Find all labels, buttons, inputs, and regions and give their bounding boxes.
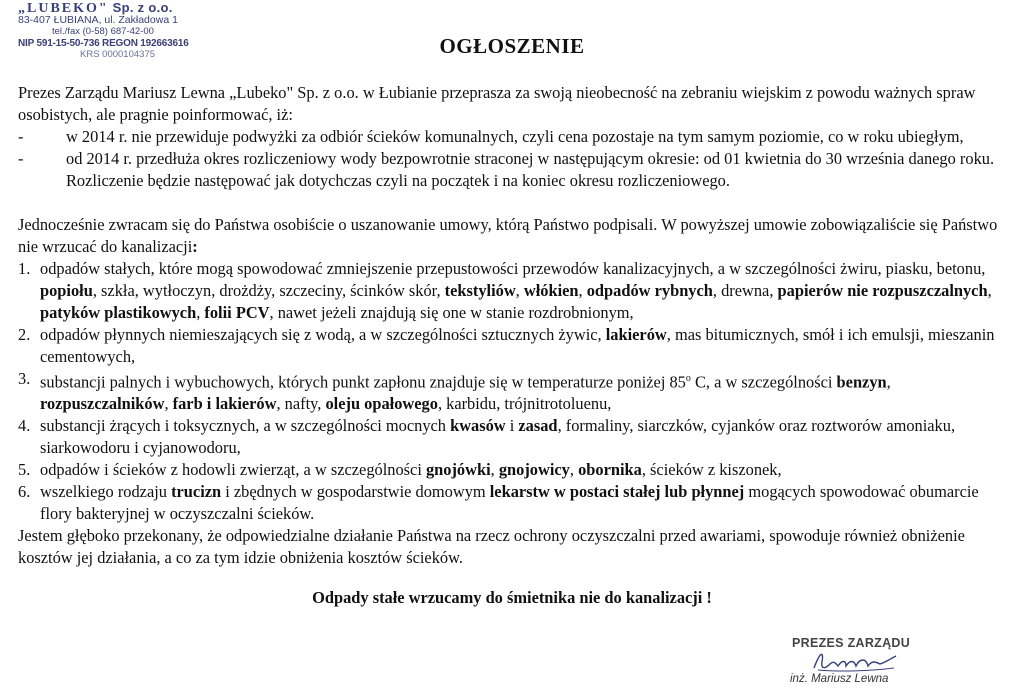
stamp-company-name: „LUBEKO": [18, 1, 109, 16]
item-text: ,: [886, 372, 891, 392]
dash-item-text: w 2014 r. nie przewiduje podwyżki za odbiór ścieków komunalnych, czyli cena pozostaje na tym samym poziomie, co w roku ubiegłym,: [66, 127, 964, 146]
prohibited-item: [18, 459, 1010, 481]
item-text: odpadów i ścieków z hodowli zwierząt, a w szczególności: [40, 460, 426, 480]
item-text: C, a w szczególności: [690, 372, 837, 392]
stamp-company-suffix: Sp. z o.o.: [112, 0, 173, 15]
item-text: , ścieków z kiszonek,: [641, 460, 782, 480]
dash-bullet: -: [18, 127, 24, 146]
emphasized-text: gnojowicy: [498, 460, 570, 480]
item-text: , drewna,: [712, 281, 778, 300]
item-text: odpadów płynnych niemieszających się z wodą, a w szczególności sztucznych żywic,: [40, 325, 606, 344]
item-text: ,: [987, 281, 992, 300]
request-colon: :: [192, 237, 198, 256]
item-text: , nafty,: [276, 394, 326, 414]
item-text: ,: [569, 460, 579, 480]
emphasized-text: oleju opałowego: [325, 394, 438, 414]
emphasized-text: lakierów: [605, 325, 667, 344]
prohibited-item: [18, 415, 1010, 459]
item-text: i zbędnych w gospodarstwie domowym: [221, 482, 490, 502]
emphasized-text: obornika: [578, 460, 642, 480]
stamp-ids: NIP 591-15-50-736 REGON 192663616: [18, 37, 189, 49]
prohibited-item: [18, 368, 1010, 415]
signature-role: PREZES ZARZĄDU: [792, 636, 911, 650]
item-number: 5.: [18, 460, 31, 480]
dash-list: [18, 126, 1010, 192]
item-text: , nawet jeżeli znajdują się one w stanie rozdrobnionym,: [269, 303, 634, 322]
item-number: 1.: [18, 259, 31, 278]
emphasized-text: odpadów rybnych: [586, 281, 713, 300]
stamp-address: 83-407 ŁUBIANA, ul. Zakładowa 1: [18, 13, 178, 26]
emphasized-text: patyków plastikowych: [40, 303, 197, 322]
item-text: ,: [490, 460, 499, 480]
item-text: substancji żrących i toksycznych, a w szczególności mocnych: [40, 416, 451, 436]
request-paragraph: [18, 214, 1010, 258]
prohibited-item: [18, 258, 1010, 324]
emphasized-text: kwasów: [450, 416, 506, 436]
dash-item-text: od 2014 r. przedłuża okres rozliczeniowy wody bezpowrotnie straconej w następującym okresie: od 01 kwietnia do 30 września danego roku. Rozliczenie będzie następować jak dotychczas czyli na początek i na koniec okresu rozliczeniowego.: [66, 149, 995, 190]
item-text: , karbidu, trójnitrotoluenu,: [437, 394, 612, 414]
item-text: ,: [515, 281, 524, 300]
prohibited-item: [18, 481, 1010, 525]
item-text: , szkła, wytłoczyn, drożdży, szczeciny, ścinków skór,: [92, 281, 445, 300]
emphasized-text: farb i lakierów: [172, 394, 277, 414]
emphasized-text: włókien: [523, 281, 579, 300]
emphasized-text: popiołu: [40, 281, 93, 300]
item-text: o: [685, 373, 691, 384]
paragraph-gap: [18, 192, 1010, 214]
emphasized-text: rozpuszczalników: [40, 394, 165, 414]
dash-bullet: -: [18, 149, 24, 168]
dash-list-item: [18, 148, 1010, 192]
item-text: substancji palnych i wybuchowych, których punkt zapłonu znajduje się w temperaturze poniżej 85: [40, 372, 686, 392]
prohibited-item: [18, 324, 1010, 368]
handwritten-signature-icon: [810, 648, 900, 674]
item-number: 2.: [18, 325, 31, 344]
emphasized-text: tekstyliów: [444, 281, 516, 300]
item-text: ,: [164, 394, 173, 414]
prohibited-items-list: [18, 258, 1010, 525]
item-number: 3.: [18, 369, 31, 388]
stamp-company-line: [18, 2, 208, 15]
stamp-phone: tel./fax (0-58) 687-42-00: [52, 26, 154, 37]
closing-statement: Odpady stałe wrzucamy do śmietnika nie do kanalizacji !: [312, 588, 712, 607]
item-text: mogących spowodować obumarcie flory bakteryjnej w oczyszczalni ścieków.: [40, 482, 979, 524]
emphasized-text: folii PCV: [204, 303, 270, 322]
document-title: OGŁOSZENIE: [439, 34, 585, 58]
document-body: [18, 82, 1010, 569]
emphasized-text: benzyn: [836, 372, 887, 392]
item-text: wszelkiego rodzaju: [40, 482, 172, 502]
item-text: , formaliny, siarczków, cyjanków oraz roztworów amoniaku, siarkowodoru i cyjanowodoru,: [40, 416, 956, 458]
dash-list-item: [18, 126, 1010, 148]
emphasized-text: gnojówki: [425, 460, 491, 480]
item-number: 4.: [18, 416, 31, 436]
emphasized-text: trucizn: [171, 482, 222, 502]
item-text: ,: [196, 303, 205, 322]
intro-paragraph: Prezes Zarządu Mariusz Lewna „Lubeko" Sp. z o.o. w Łubianie przeprasza za swoją nieobecność na zebraniu wiejskim z powodu ważnych spraw osobistych, ale pragnie poinformować, iż:: [18, 83, 976, 124]
stamp-krs: KRS 0000104375: [80, 49, 156, 60]
item-number: 6.: [18, 482, 31, 502]
emphasized-text: lekarstw w postaci stałej lub płynnej: [489, 482, 745, 502]
request-text: Jednocześnie zwracam się do Państwa osobiście o uszanowanie umowy, którą Państwo podpisali. W powyższej umowie zobowiązaliście się Państwo nie wrzucać do kanalizacji: [18, 215, 998, 256]
conclusion-paragraph: Jestem głęboko przekonany, że odpowiedzialne działanie Państwa na rzecz ochrony oczyszczalni przed awariami, spowoduje również obniżenie kosztów jej działania, a co za tym idzie obniżenia kosztów ścieków.: [18, 526, 965, 568]
item-text: i: [505, 416, 519, 436]
item-text: odpadów stałych, które mogą spowodować zmniejszenie przepustowości przewodów kanalizacyjnych, a w szczególności żwiru, piasku, betonu,: [40, 259, 986, 278]
item-text: ,: [578, 281, 587, 300]
item-text: , mas bitumicznych, smół i ich emulsji, mieszanin cementowych,: [40, 325, 995, 366]
emphasized-text: papierów nie rozpuszczalnych: [777, 281, 988, 300]
signature-name: inż. Mariusz Lewna: [790, 673, 889, 685]
emphasized-text: zasad: [518, 416, 558, 436]
